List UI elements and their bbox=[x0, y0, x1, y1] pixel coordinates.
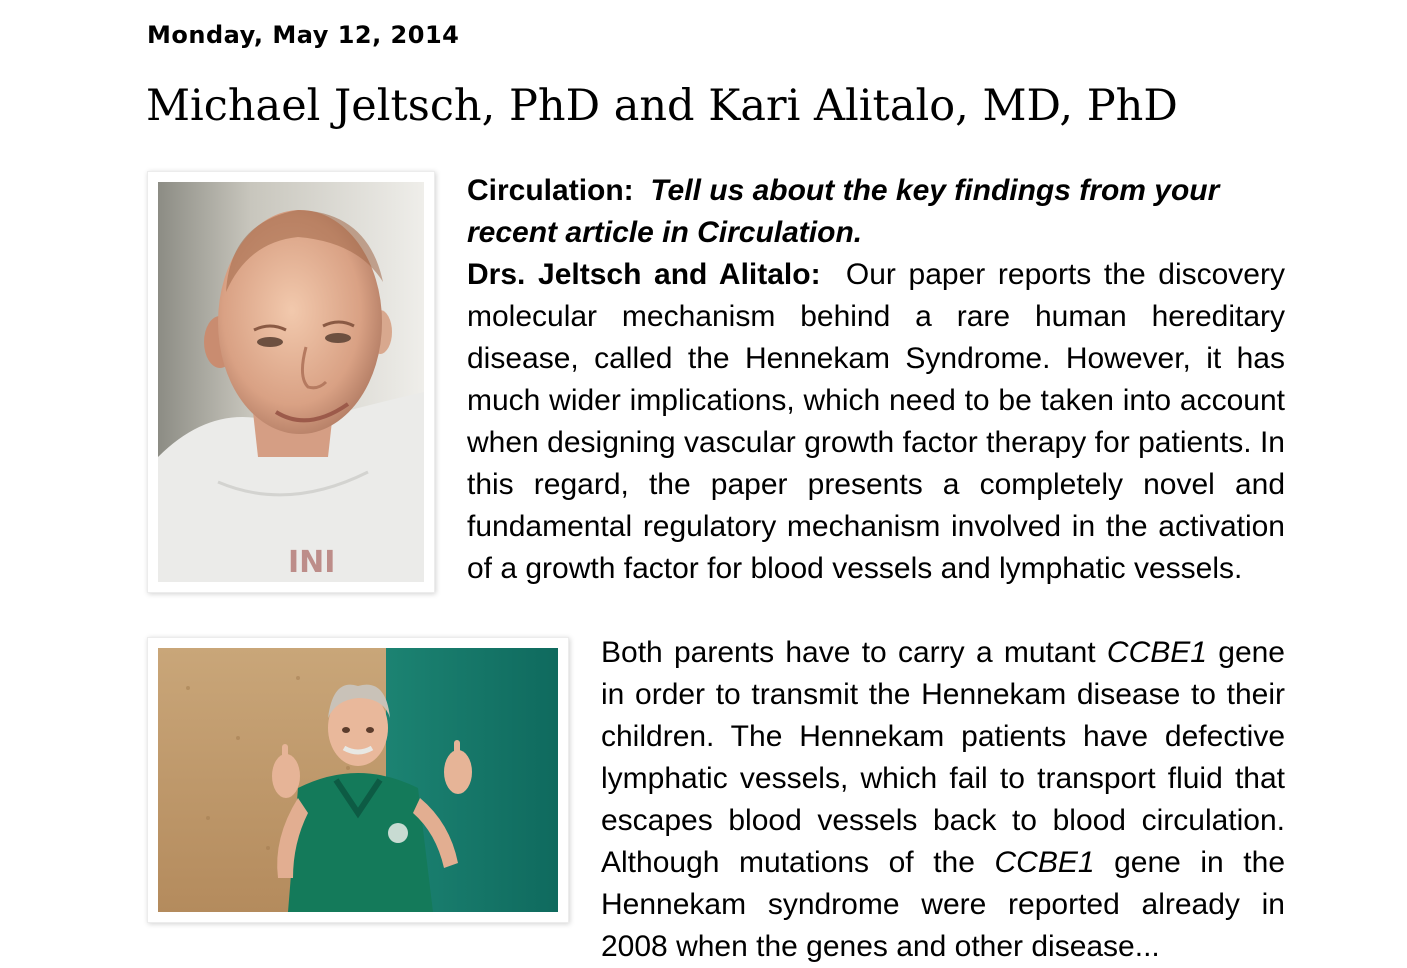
answer-text-2b: gene in order to transmit the Hennekam disease to their children. The Hennekam patients have defective lymphatic vessels, which fail to transport fluid that escapes blood vessels back to blood circulation. Although mutations of the bbox=[601, 636, 1285, 879]
interview-question bbox=[467, 170, 1285, 254]
answer-speaker: Drs. Jeltsch and Alitalo: bbox=[467, 258, 821, 291]
answer-paragraph-1 bbox=[467, 254, 1285, 590]
post-title[interactable]: Michael Jeltsch, PhD and Kari Alitalo, MD, PhD bbox=[146, 81, 1178, 131]
photo-michael-jeltsch[interactable] bbox=[147, 171, 435, 593]
photo-kari-alitalo[interactable] bbox=[147, 637, 569, 923]
gene-name: CCBE1 bbox=[1106, 636, 1207, 669]
answer-text-1: Our paper reports the discovery molecular mechanism behind a rare human hereditary disease, called the Hennekam Syndrome. However, it has much wider implications, which need to be taken into account when designing vascular growth factor therapy for patients. In this regard, the paper presents a completely novel and fundamental regulatory mechanism involved in the activation of a growth factor for blood vessels and lymphatic vessels. bbox=[467, 258, 1285, 585]
gene-name: CCBE1 bbox=[994, 846, 1095, 879]
answer-text-2c: gene in the Hennekam syndrome were reported already in 2008 when the genes and other disease... bbox=[601, 846, 1286, 963]
portrait-image bbox=[158, 648, 558, 912]
question-text: Tell us about the key findings from your recent article in Circulation. bbox=[467, 174, 1220, 249]
question-speaker: Circulation: bbox=[467, 174, 634, 207]
answer-text-2a: Both parents have to carry a mutant bbox=[601, 636, 1107, 669]
svg-text:INI: INI bbox=[288, 545, 336, 580]
post-date: Monday, May 12, 2014 bbox=[147, 21, 460, 49]
portrait-image bbox=[158, 182, 424, 582]
answer-paragraph-2 bbox=[601, 632, 1285, 968]
